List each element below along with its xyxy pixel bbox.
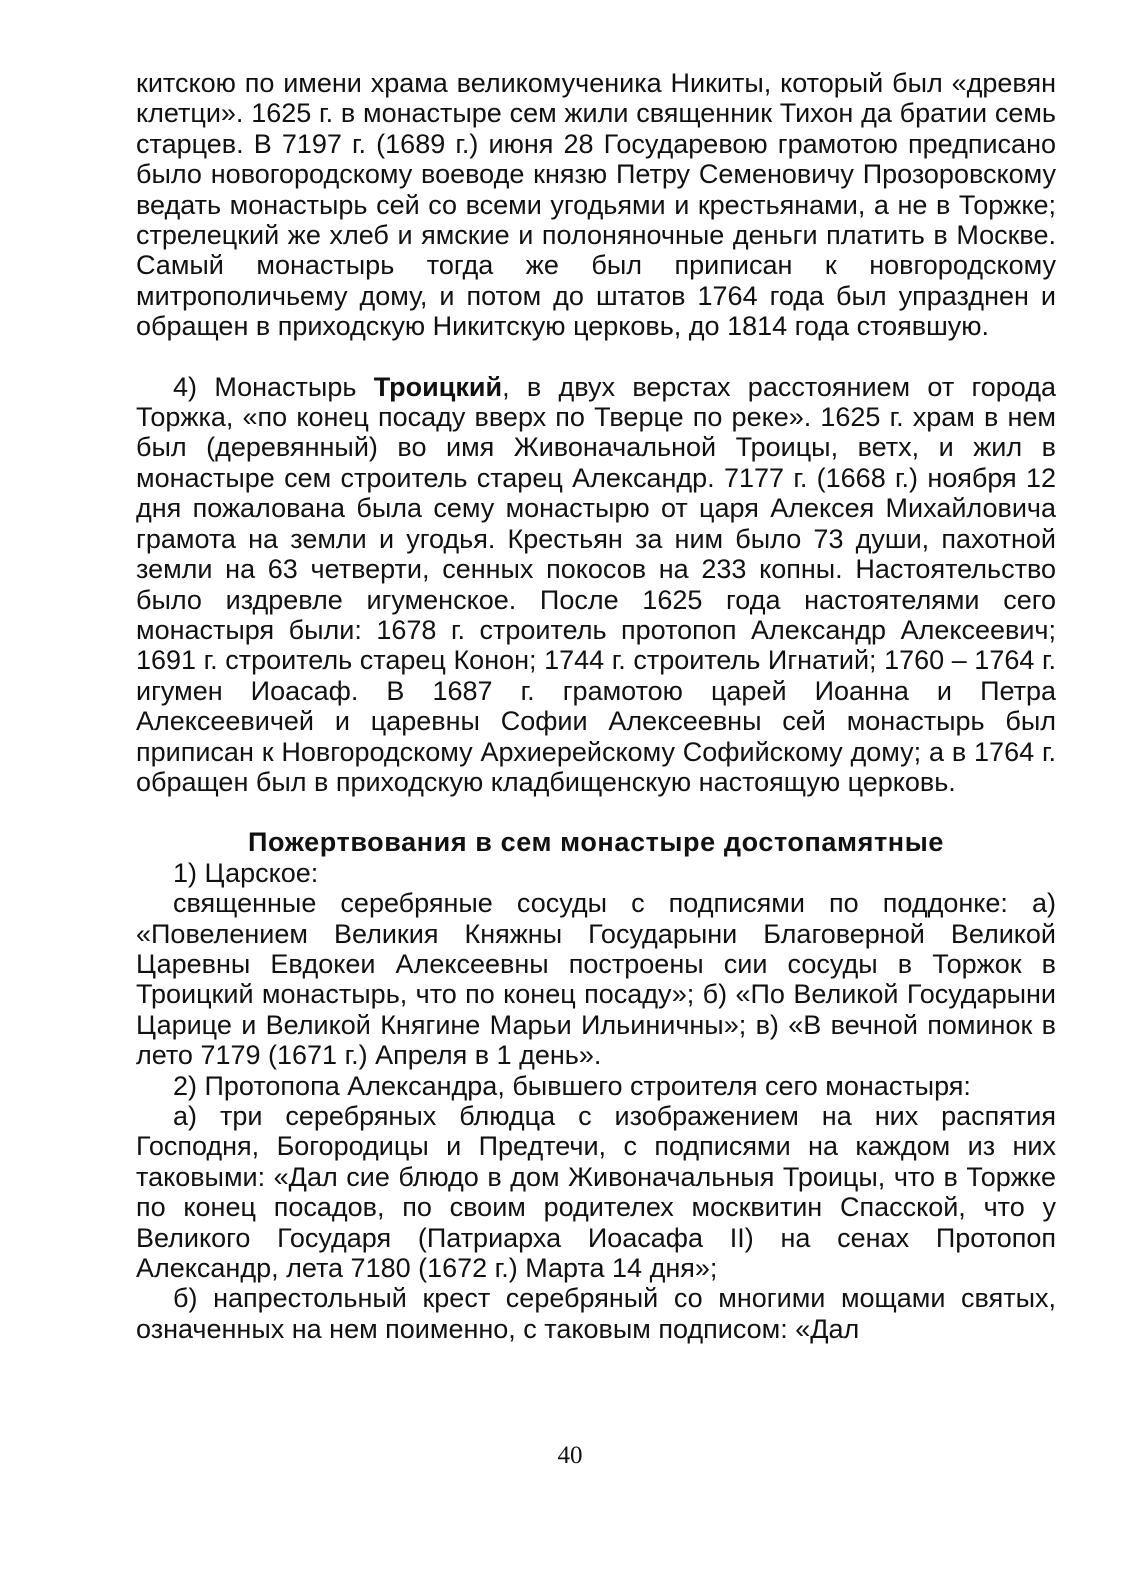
monastery-name: Троицкий — [373, 371, 503, 402]
paragraph-sacred-vessels: священные серебряные сосуды с подписями по поддонке: а) «Повелением Великия Княжны Государыни Благоверной Великой Царевны Евдокеи Алексеевны построены сии сосуды в Торжок в Троицкий монастырь, что по конец посаду»; б) «По Великой Государыни Царице и Великой Княгине Марьи Ильиничны»; в) «В вечной поминок в лето 7179 (1671 г.) Апреля в 1 день». — [136, 888, 1056, 1071]
section-heading: Пожертвования в сем монастыре достопамятные — [248, 827, 944, 858]
paragraph-protopop-alexander: 2) Протопопа Александра, бывшего строителя сего монастыря: — [173, 1070, 971, 1101]
paragraph-rest: , в двух верстах расстоянием от города Торжка, «по конец посаду вверх по Тверце по реке». 1625 г. храм в нем был (деревянный) во имя Живоначальной Троицы, ветх, и жил в монастыре сем строитель старец Александр. 7177 г. (1668 г.) ноября 12 дня пожалована была сему монастырю от царя Алексея Михайловича грамота на земли и угодья. Крестьян за ним было 73 души, пахотной земли на 63 четверти, сенных покосов на 233 копны. Настоятельство было издревле игуменское. После 1625 года настоятелями сего монастыря были: 1678 г. строитель протопоп Александр Алексеевич; 1691 г. строитель старец Конон; 1744 г. строитель Игнатий; 1760 – 1764 г. игумен Иоасаф. В 1687 г. грамотою царей Иоанна и Петра Алексеевичей и царевны Софии Алексеевны сей монастырь был приписан к Новгородскому Архиерейскому Софийскому дому; а в 1764 г. обращен был в приходскую кладбищенскую настоящую церковь. — [136, 371, 1056, 797]
page-text — [136, 68, 1056, 1344]
paragraph-troitsky-monastery — [136, 372, 1056, 798]
page-number: 40 — [557, 1442, 583, 1469]
paragraph-lead: 4) Монастырь — [173, 371, 374, 402]
paragraph-silver-dishes: а) три серебряных блюдца с изображением на них распятия Господня, Богородицы и Предтечи, с подписями на каждом из них таковыми: «Дал сие блюдо в дом Живоначальныя Троицы, что в Торжке по конец посадов, по своим родителех москвитин Спасской, что у Великого Государя (Патриарха Иоасафа II) на сенах Протопоп Александр, лета 7180 (1672 г.) Марта 14 дня»; — [136, 1101, 1056, 1284]
paragraph-altar-cross: б) напрестольный крест серебряный со многими мощами святых, означенных на нем поименно, с таковым подписом: «Дал — [136, 1283, 1056, 1344]
paragraph-tsarskoe: 1) Царское: — [173, 857, 319, 888]
paragraph-nikitsky-monastery: китскою по имени храма великомученика Никиты, который был «древян клетци». 1625 г. в монастыре сем жили священник Тихон да братии семь старцев. В 7197 г. (1689 г.) июня 28 Государевою грамотою предписано было новогородскому воеводе князю Петру Семеновичу Прозоровскому ведать монастырь сей со всеми угодьями и крестьянами, а не в Торжке; стрелецкий же хлеб и ямские и полоняночные деньги платить в Москве. Самый монастырь тогда же был приписан к новгородскому митрополичьему дому, и потом до штатов 1764 года был упразднен и обращен в приходскую Никитскую церковь, до 1814 года стоявшую. — [136, 68, 1056, 342]
